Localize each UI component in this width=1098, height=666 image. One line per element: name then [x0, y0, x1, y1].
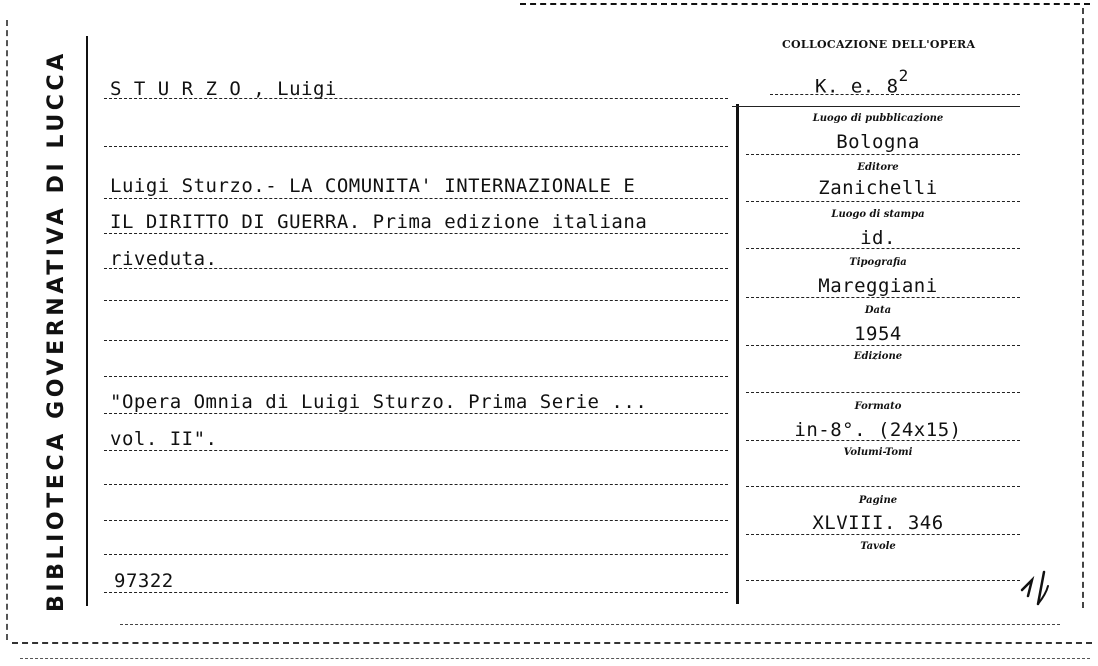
label-pagine: Pagine	[858, 495, 898, 506]
rule-luogo-stampa	[746, 248, 1020, 249]
value-pagine: XLVIII. 346	[812, 512, 944, 534]
location-header: COLLOCAZIONE DELL'OPERA	[782, 38, 976, 51]
title-line-1: Luigi Sturzo.- LA COMUNITA' INTERNAZIONALE E	[110, 175, 636, 197]
rule-volumi-tomi	[746, 486, 1020, 487]
rule-pagine	[746, 534, 1020, 535]
bottom-edge-line-3	[20, 658, 1090, 659]
bottom-edge-line	[12, 642, 1092, 644]
blank-rule-4	[104, 376, 728, 377]
title-line-2: IL DIRITTO DI GUERRA. Prima edizione italiana	[110, 211, 648, 233]
blank-rule-2	[104, 300, 728, 301]
blank-rule-5	[104, 484, 728, 485]
series-line-2: vol. II".	[110, 428, 218, 450]
rule-formato	[746, 440, 1020, 441]
author-rule	[104, 98, 728, 99]
title-rule-2	[104, 233, 728, 234]
blank-rule-3	[104, 340, 728, 341]
rule-edizione	[746, 392, 1020, 393]
bottom-edge-line-2	[120, 624, 1060, 625]
rule-tipografia	[746, 297, 1020, 298]
rule-editore	[746, 201, 1020, 202]
series-rule-1	[104, 413, 728, 414]
series-rule-2	[104, 450, 728, 451]
value-data: 1954	[854, 323, 902, 345]
blank-rule-6	[104, 520, 728, 521]
label-formato: Formato	[854, 401, 902, 412]
left-margin-line	[86, 36, 88, 606]
value-formato: in-8°. (24x15)	[794, 419, 962, 441]
author-heading: S T U R Z O , Luigi	[110, 78, 337, 100]
shelfmark-main: K. e. 8	[815, 75, 899, 98]
middle-divider-line	[736, 104, 739, 604]
label-tipografia: Tipografia	[849, 257, 907, 268]
left-edge-line	[6, 20, 8, 640]
value-tipografia: Mareggiani	[818, 275, 938, 297]
value-luogo-stampa: id.	[860, 227, 896, 249]
rule-data	[746, 345, 1020, 346]
label-luogo-pubblicazione: Luogo di pubblicazione	[812, 113, 944, 124]
top-edge-line	[520, 3, 1090, 5]
right-column-top-rule	[732, 106, 1020, 107]
inventory-number: 97322	[114, 570, 174, 592]
title-line-3: riveduta.	[110, 248, 218, 270]
title-rule-1	[104, 198, 728, 199]
value-editore: Zanichelli	[818, 177, 938, 199]
label-edizione: Edizione	[853, 351, 903, 362]
label-luogo-stampa: Luogo di stampa	[831, 209, 925, 220]
handwritten-mark	[1018, 566, 1058, 608]
shelfmark-sup: 2	[898, 66, 909, 85]
rule-tavole	[746, 580, 1020, 581]
blank-rule-7	[104, 554, 728, 555]
label-volumi-tomi: Volumi-Tomi	[843, 447, 913, 458]
label-editore: Editore	[857, 162, 899, 173]
blank-rule-1	[104, 146, 728, 147]
title-rule-3	[104, 268, 728, 269]
institution-name: BIBLIOTECA GOVERNATIVA DI LUCCA	[44, 50, 69, 612]
shelfmark	[815, 66, 909, 98]
value-luogo-pubblicazione: Bologna	[836, 131, 920, 153]
rule-luogo-pubblicazione	[746, 154, 1020, 155]
series-line-1: "Opera Omnia di Luigi Sturzo. Prima Serie ...	[110, 391, 648, 413]
right-edge-line	[1082, 8, 1084, 608]
shelfmark-rule	[770, 94, 1020, 95]
label-tavole: Tavole	[860, 541, 896, 552]
inventory-rule	[104, 592, 728, 593]
label-data: Data	[864, 305, 892, 316]
